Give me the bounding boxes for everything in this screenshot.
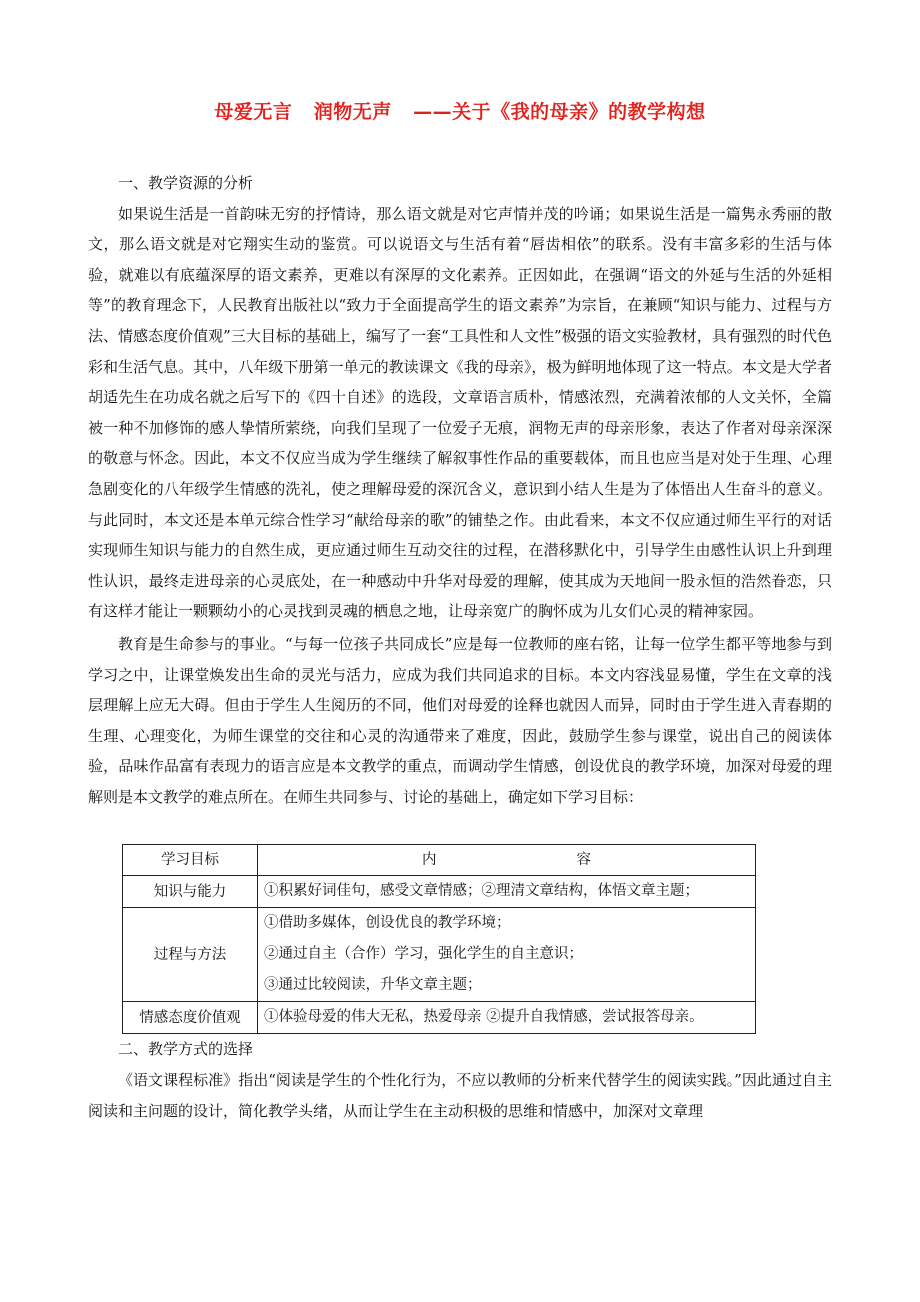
table-row-content <box>258 908 756 1002</box>
section-heading-2: 二、教学方式的选择 <box>118 1040 254 1059</box>
paragraph: 教育是生命参与的事业。“与每一位孩子共同成长”应是每一位教师的座右铭，让每一位学生都平等地参与到学习之中，让课堂焕发出生命的灵光与活力，应成为我们共同追求的目标。本文内容浅显易懂，学生在文章的浅层理解上应无大碍。但由于学生人生阅历的不同，他们对母爱的诠释也就因人而异，同时由于学生进入青春期的生理、心理变化，为师生课堂的交往和心灵的沟通带来了难度，因此，鼓励学生参与课堂，说出自己的阅读体验，品味作品富有表现力的语言应是本文教学的重点，而调动学生情感，创设优良的教学环境，加深对母爱的理解则是本文教学的难点所在。在师生共同参与、讨论的基础上，确定如下学习目标： <box>88 634 832 806</box>
table-row-label: 知识与能力 <box>123 876 258 908</box>
table-header-row <box>123 845 756 876</box>
table-cell-line: ①体验母爱的伟大无私，热爱母亲 ②提升自我情感，尝试报答母亲。 <box>264 1009 704 1026</box>
section-heading-1: 一、教学资源的分析 <box>118 174 254 192</box>
table-header-content-right: 容 <box>576 852 591 869</box>
table-row-label: 过程与方法 <box>123 908 258 1002</box>
table-cell-line: ②通过自主（合作）学习，强化学生的自主意识； <box>264 946 583 963</box>
table-row <box>123 908 756 1002</box>
table-row-label: 情感态度价值观 <box>123 1002 258 1034</box>
table-cell-line: ③通过比较阅读，升华文章主题； <box>264 977 482 994</box>
table-header-content-left: 内 <box>422 852 437 869</box>
table-header-content <box>258 845 756 876</box>
table-cell-line: ①借助多媒体，创设优良的教学环境； <box>264 915 511 932</box>
table-row-content <box>258 876 756 908</box>
page-title: 母爱无言 润物无声 ——关于《我的母亲》的教学构想 <box>214 101 706 123</box>
table-header-goal: 学习目标 <box>123 845 258 876</box>
paragraph: 如果说生活是一首韵味无穷的抒情诗，那么语文就是对它声情并茂的吟诵；如果说生活是一篇隽永秀丽的散文，那么语文就是对它翔实生动的鉴赏。可以说语文与生活有着“唇齿相依”的联系。没有丰富多彩的生活与体验，就难以有底蕴深厚的语文素养，更难以有深厚的文化素养。正因如此，在强调“语文的外延与生活的外延相等”的教育理念下，人民教育出版社以“致力于全面提高学生的语文素养”为宗旨，在兼顾“知识与能力、过程与方法、情感态度价值观”三大目标的基础上，编写了一套“工具性和人文性”极强的语文实验教材，具有强烈的时代色彩和生活气息。其中，八年级下册第一单元的教读课文《我的母亲》，极为鲜明地体现了这一特点。本文是大学者胡适先生在功成名就之后写下的《四十自述》的选段，文章语言质朴，情感浓烈，充满着浓郁的人文关怀，全篇被一种不加修饰的感人挚情所萦绕，向我们呈现了一位爱子无痕，润物无声的母亲形象，表达了作者对母亲深深的敬意与怀念。因此，本文不仅应当成为学生继续了解叙事性作品的重要载体，而且也应当是对处于生理、心理急剧变化的八年级学生情感的洗礼，使之理解母爱的深沉含义，意识到小结人生是为了体悟出人生奋斗的意义。与此同时，本文还是本单元综合性学习“献给母亲的歌”的铺垫之作。由此看来，本文不仅应通过师生平行的对话实现师生知识与能力的自然生成，更应通过师生互动交往的过程，在潜移默化中，引导学生由感性认识上升到理性认识，最终走进母亲的心灵底处，在一种感动中升华对母爱的理解，使其成为天地间一股永恒的浩然眷恋，只有这样才能让一颗颗幼小的心灵找到灵魂的栖息之地，让母亲宽广的胸怀成为儿女们心灵的精神家园。 <box>88 204 832 621</box>
table-row <box>123 1002 756 1034</box>
table-cell-line: ①积累好词佳句，感受文章情感；②理清文章结构，体悟文章主题； <box>264 883 699 900</box>
learning-goals-table <box>122 844 756 1034</box>
table-row-content <box>258 1002 756 1034</box>
document-body <box>88 168 832 1126</box>
table-row <box>123 876 756 908</box>
paragraph: 《语文课程标准》指出“阅读是学生的个性化行为，不应以教师的分析来代替学生的阅读实践。”因此通过自主阅读和主问题的设计，简化教学头绪，从而让学生在主动积极的思维和情感中，加深对文章理 <box>88 1071 832 1120</box>
